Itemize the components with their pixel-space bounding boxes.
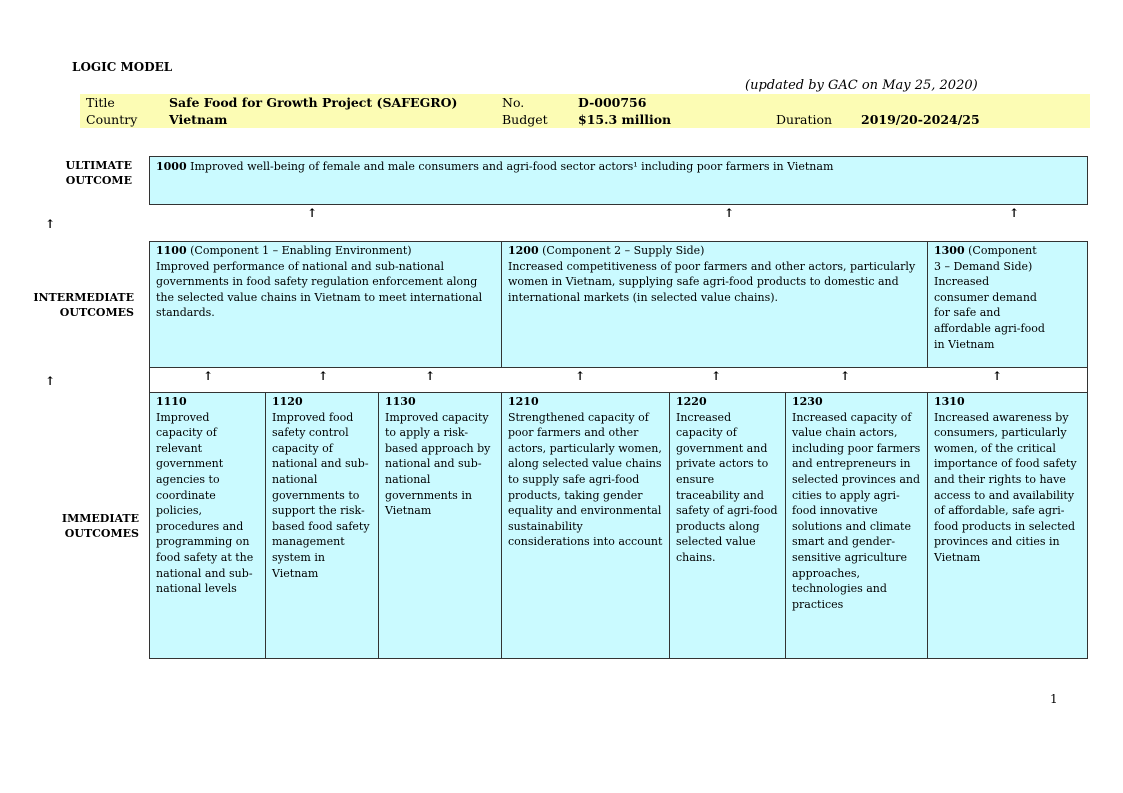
outcome-component: (Component 2 – Supply Side) xyxy=(542,244,705,257)
up-arrow-icon: ↑ xyxy=(45,374,56,388)
outcome-text: Improved food safety control capacity of national and sub-national governments to support the risk-based food safety management system in Vietnam xyxy=(272,410,370,580)
outcome-component: (Component 1 – Enabling Environment) xyxy=(190,244,412,257)
outcome-code: 1210 xyxy=(508,395,539,408)
immediate-outcome-1230 xyxy=(785,392,928,659)
title-label: Title xyxy=(86,95,115,110)
outcome-code: 1200 xyxy=(508,244,539,257)
up-arrow-icon: ↑ xyxy=(307,206,318,220)
label-line: OUTCOMES xyxy=(59,306,134,319)
no-label: No. xyxy=(502,95,525,110)
label-intermediate-outcomes xyxy=(0,290,134,320)
updated-note: (updated by GAC on May 25, 2020) xyxy=(745,78,978,93)
up-arrow-icon: ↑ xyxy=(840,369,851,383)
intermediate-outcome-1300 xyxy=(927,241,1088,368)
immediate-outcome-1210 xyxy=(501,392,670,659)
country-label: Country xyxy=(86,112,138,127)
outcome-code: 1100 xyxy=(156,244,187,257)
header-row-title xyxy=(80,94,1090,111)
page-title: LOGIC MODEL xyxy=(72,60,173,74)
label-line: OUTCOME xyxy=(65,174,132,187)
label-ultimate-outcome xyxy=(20,158,132,188)
outcome-text: Improved performance of national and sub-national governments in food safety regulation enforcement along the selected value chains in Vietnam to meet international standards. xyxy=(156,259,483,320)
up-arrow-icon: ↑ xyxy=(203,369,214,383)
country-value: Vietnam xyxy=(169,112,228,127)
immediate-outcome-1130 xyxy=(378,392,502,659)
label-line: IMMEDIATE xyxy=(61,512,139,525)
outcome-code: 1300 xyxy=(934,244,965,257)
outcome-code: 1110 xyxy=(156,395,187,408)
intermediate-outcome-1100 xyxy=(149,241,502,368)
immediate-outcome-1220 xyxy=(669,392,786,659)
up-arrow-icon: ↑ xyxy=(45,217,56,231)
budget-label: Budget xyxy=(502,112,548,127)
label-line: INTERMEDIATE xyxy=(33,291,134,304)
outcome-text: Increased competitiveness of poor farmers and other actors, particularly women in Vietnam, supplying safe agri-food products to domestic and international markets (in selected value chains). xyxy=(508,259,916,304)
outcome-code: 1000 xyxy=(156,160,187,173)
immediate-outcome-1120 xyxy=(265,392,379,659)
outcome-code: 1230 xyxy=(792,395,823,408)
outcome-text: Strengthened capacity of poor farmers and other actors, particularly women, along selected value chains to supply safe agri-food products, taking gender equality and environmental sustainability considerations into account xyxy=(508,410,663,549)
outcome-text: Improved capacity of relevant government agencies to coordinate policies, procedures and programming on food safety at the national and sub-national levels xyxy=(156,410,254,596)
no-value: D-000756 xyxy=(578,95,647,110)
outcome-component: (Component 3 – Demand Side) xyxy=(934,244,1037,273)
label-line: OUTCOMES xyxy=(64,527,139,540)
duration-value: 2019/20-2024/25 xyxy=(861,112,980,127)
title-value: Safe Food for Growth Project (SAFEGRO) xyxy=(169,95,458,110)
label-line: ULTIMATE xyxy=(65,159,132,172)
up-arrow-icon: ↑ xyxy=(425,369,436,383)
up-arrow-icon: ↑ xyxy=(318,369,329,383)
outcome-text: Increased awareness by consumers, particularly women, of the critical importance of food safety and their rights to have access to and availability of affordable, safe agri-food products in selected provinces and cities in Vietnam xyxy=(934,410,1077,564)
page-number: 1 xyxy=(1050,692,1058,706)
outcome-code: 1120 xyxy=(272,395,303,408)
duration-label: Duration xyxy=(776,112,833,127)
up-arrow-icon: ↑ xyxy=(992,369,1003,383)
outcome-text: Improved well-being of female and male consumers and agri-food sector actors¹ including poor farmers in Vietnam xyxy=(190,160,834,173)
arrow-strip xyxy=(149,367,1088,393)
outcome-code: 1310 xyxy=(934,395,965,408)
outcome-code: 1130 xyxy=(385,395,416,408)
outcome-code: 1220 xyxy=(676,395,707,408)
outcome-text: Increased consumer demand for safe and affordable agri-food in Vietnam xyxy=(934,275,1045,351)
outcome-text: Improved capacity to apply a risk-based approach by national and sub-national governments in Vietnam xyxy=(385,410,491,518)
up-arrow-icon: ↑ xyxy=(575,369,586,383)
budget-value: $15.3 million xyxy=(578,112,672,127)
outcome-text: Increased capacity of value chain actors, including poor farmers and entrepreneurs in selected provinces and cities to apply agri-food innovative solutions and climate smart and gender-sensitive agriculture approaches, technologies and practices xyxy=(792,410,921,611)
immediate-outcome-1110 xyxy=(149,392,266,659)
intermediate-outcome-1200 xyxy=(501,241,928,368)
up-arrow-icon: ↑ xyxy=(1009,206,1020,220)
header-row-country xyxy=(80,111,1090,128)
immediate-outcome-1310 xyxy=(927,392,1088,659)
up-arrow-icon: ↑ xyxy=(724,206,735,220)
up-arrow-icon: ↑ xyxy=(711,369,722,383)
label-immediate-outcomes xyxy=(10,511,139,541)
outcome-text: Increased capacity of government and private actors to ensure traceability and safety of agri-food products along selected value chains. xyxy=(676,410,778,564)
ultimate-outcome-box xyxy=(149,156,1088,205)
